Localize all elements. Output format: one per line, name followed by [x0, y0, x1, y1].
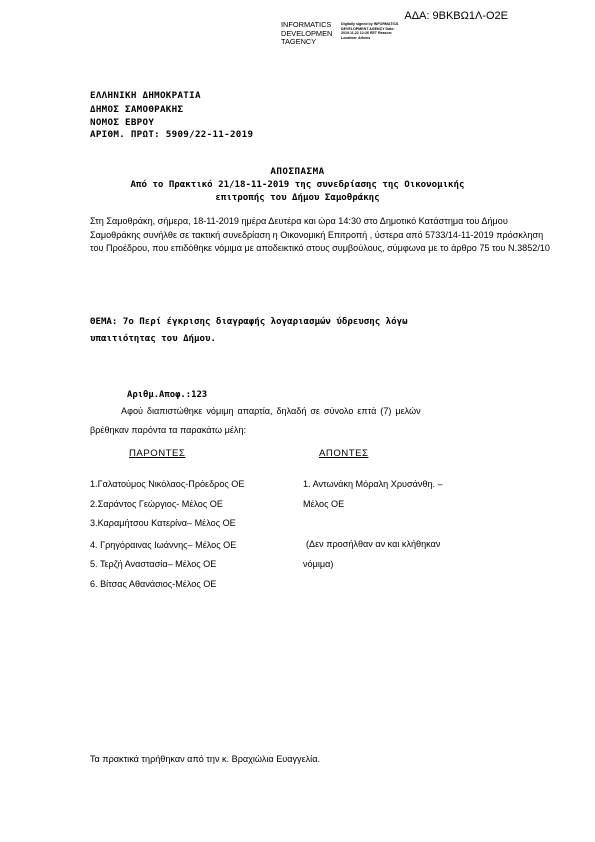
quorum-text-continued: βρέθηκαν παρόντα τα παρακάτω μέλη:	[90, 425, 247, 435]
document-title: ΑΠΟΣΠΑΣΜΑ	[270, 166, 325, 177]
absence-note-continued: νόμιμα)	[303, 559, 334, 569]
document-subtitle-continued: επιτροπής του Δήμου Σαμοθράκης	[215, 193, 380, 203]
intro-paragraph: Στη Σαμοθράκη, σήμερα, 18-11-2019 ημέρα Δευτέρα και ώρα 14:30 στο Δημοτικό Κατάστημα του Δήμου Σαμοθράκης συνήλθε σε τακτική συνεδρίαση η Οικονομική Επιτροπή , ύστερα από 5733/14-11-2019 πρόσκληση του Προέδρου, που επιδόθηκε νόμιμα με αποδεικτικό στους συμβούλους, σύμφωνα με το άρθρο 75 του Ν.3852/10	[90, 216, 550, 254]
header-prefecture: ΝΟΜΟΣ ΕΒΡΟΥ	[90, 117, 155, 128]
header-republic: ΕΛΛΗΝΙΚΗ ΔΗΜΟΚΡΑΤΙΑ	[90, 90, 201, 101]
minutes-keeper: Τα πρακτικά τηρήθηκαν από την κ. Βραχιώλια Ευαγγελία.	[90, 754, 320, 764]
absent-heading: ΑΠΟΝΤΕΣ	[319, 448, 369, 459]
decision-number: Αριθμ.Αποφ.:123	[127, 390, 208, 400]
absent-member-role: Μέλος ΟΕ	[303, 499, 345, 509]
absent-member: 1. Αντωνάκη Μόραλη Χρυσάνθη. –	[303, 479, 443, 489]
present-heading: ΠΑΡΟΝΤΕΣ	[129, 448, 186, 459]
ada-code: ΑΔΑ: 9ΒΚΒΩ1Λ-Ο2Ε	[404, 10, 508, 22]
subject-line: ΘΕΜΑ: 7ο Περί έγκρισης διαγραφής λογαριασμών ύδρευσης λόγω	[90, 317, 408, 327]
subject-line-continued: υπαιτιότητας του Δήμου.	[90, 334, 216, 344]
document-subtitle: Από το Πρακτικό 21/18-11-2019 της συνεδρίασης της Οικονομικής	[130, 180, 465, 190]
signature-agency-name: INFORMATICS DEVELOPMEN TAGENCY	[281, 20, 333, 47]
present-member: 5. Τερζή Αναστασία– Μέλος ΟΕ	[90, 559, 217, 569]
present-member: 3.Καραμήτσου Κατερίνα– Μέλος ΟΕ	[90, 518, 236, 528]
present-member: 2.Σαράντος Γεώργιος- Μέλος ΟΕ	[90, 499, 223, 509]
present-member: 1.Γαλατούμος Νικόλαος-Πρόεδρος ΟΕ	[90, 479, 245, 489]
present-member: 6. Βίτσας Αθανάσιος-Μέλος ΟΕ	[90, 579, 217, 589]
header-municipality: ΔΗΜΟΣ ΣΑΜΟΘΡΑΚΗΣ	[90, 104, 184, 115]
absence-note: (Δεν προσήλθαν αν και κλήθηκαν	[306, 539, 441, 549]
signature-details: Digitally signed by INFORMATICS DEVELOPMENT AGENCY Date: 2019.11.22 12:26 EET Reason: Location: Athens	[341, 22, 399, 40]
header-protocol-number: ΑΡΙΘΜ. ΠΡΩΤ: 5909/22-11-2019	[90, 129, 254, 140]
present-member: 4. Γρηγόραινας Ιωάννης– Μέλος ΟΕ	[90, 540, 237, 550]
quorum-text: Αφού διαπιστώθηκε νόμιμη απαρτία, δηλαδή σε σύνολο επτά (7) μελών	[121, 406, 421, 416]
